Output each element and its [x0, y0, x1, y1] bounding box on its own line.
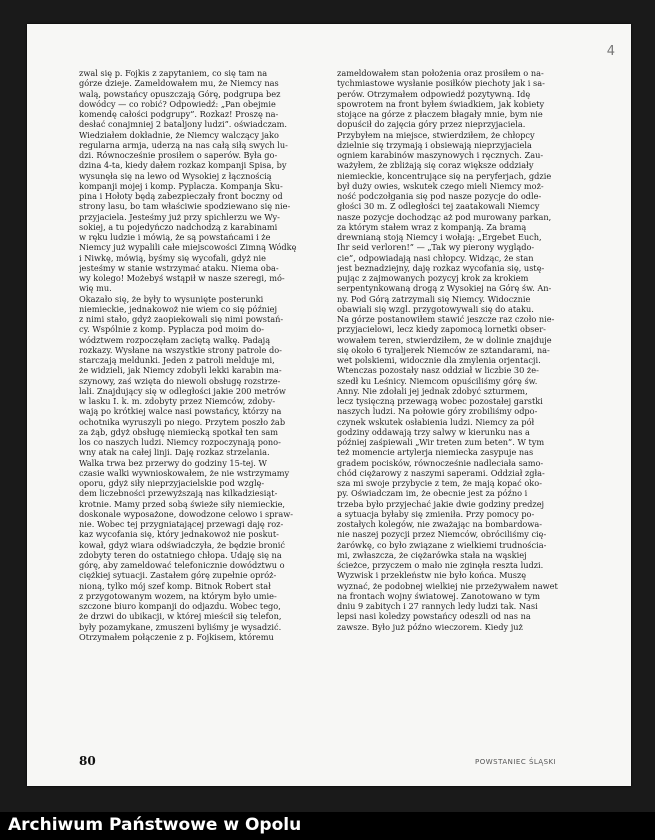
text-line: szczone biuro kompanji do odjazdu. Wobec tego,	[79, 601, 281, 611]
text-column-left	[79, 68, 331, 642]
text-line: a sytuacja byłaby się zmieniła. Przy pomocy po-	[337, 508, 535, 519]
text-line: stojące na górze z płaczem błagały mnie, bym nie	[337, 109, 543, 119]
text-line: nasze pozycje dochodząc aż pod murowany parkan,	[337, 211, 552, 222]
text-line: zdobyty teren do ostatniego chłopa. Udaję się na	[79, 549, 282, 560]
text-line: godziny oddawają trzy salwy w kierunku nas a	[337, 426, 530, 437]
text-line: nie naszej pozycji przez Niemców, obróciliśmy cię-	[337, 529, 547, 540]
text-line: rozkazy. Wysłane na wszystkie strony patrole do-	[79, 344, 282, 355]
archive-caption-bar	[0, 812, 655, 840]
text-line: za którym stałem wraz z kompanją. Za bramą	[337, 221, 527, 232]
text-line: Wyzwisk i przekleństw nie było końca. Muszę	[337, 570, 527, 581]
text-line: Przybyłem na miejsce, stwierdziłem, że chłopcy	[337, 129, 535, 140]
text-line: dopuścił do zajęcia góry przez nieprzyjaciela.	[337, 119, 526, 130]
text-line: Okazało się, że były to wysunięte posterunki	[79, 293, 264, 304]
text-line: były pozamykane, zmuszeni byliśmy je wysadzić.	[79, 621, 282, 632]
text-line: w ręku ludzie i mówią, że są powstańcami i że	[79, 232, 271, 242]
text-line: sokiej, a tu pojedyńczo nadchodzą z karabinami	[79, 221, 278, 232]
text-line: dzina 4-ta, kiedy dałem rozkaz kompanji Spisa, by	[79, 160, 287, 171]
text-line: doskonale wyposażone, dowodzone celowo i spraw-	[79, 508, 294, 519]
text-line: Na górze postanowiłem stawić jeszcze raz czoło nie-	[337, 314, 555, 324]
text-line: pując z zajmowanych pozycyj krok za krokiem	[337, 273, 529, 283]
text-line: nioną, tylko mój szef komp. Bitnok Robert stał	[79, 580, 271, 591]
text-line: obawiali się wzgl. przygotowywali się do ataku.	[337, 303, 534, 314]
text-line: oporu, gdyż siły nieprzyjacielskie pod wzglę-	[79, 478, 265, 488]
text-line: naszych ludzi. Na połowie góry zrobiliśmy odpo-	[337, 406, 538, 417]
text-line: wię mu.	[79, 283, 112, 294]
text-line: kował, gdyż wiara odświadczyła, że będzie bronić	[79, 539, 285, 550]
document-page	[27, 24, 631, 786]
text-line: też momencie artylerja niemiecka zasypuje nas	[337, 447, 534, 458]
text-line: w lasku I. k. m. zdobyty przez Niemców, zdoby-	[79, 396, 276, 406]
text-line: wy kolego! Możebyś wstąpił w nasze szeregi, mó-	[79, 273, 285, 283]
text-line: ochotnika wyruszyli po niego. Przytem poszło żab	[79, 416, 286, 427]
text-line: cy. Wspólnie z komp. Pyplacza pod moim do-	[79, 324, 264, 335]
text-line: Wiedziałem dokładnie, że Niemcy walczący jako	[79, 129, 279, 140]
text-line: walą, powstańcy opuszczają Górę, podgrupa bez	[79, 88, 281, 99]
text-line: krotnie. Mamy przed sobą świeże siły niemieckie,	[79, 498, 286, 509]
text-line: Otrzymałem połączenie z p. Fojkisem, któremu	[79, 631, 274, 642]
text-line: górze dzieje. Zameldowałem mu, że Niemcy nas	[79, 78, 279, 89]
text-line: niemieckie, koncentrujące się na peryferjach, gdzie	[337, 170, 552, 181]
text-line: przyjaciela. Jesteśmy już przy spichlerzu we Wy-	[79, 211, 280, 222]
text-line: na frontach wojny światowej. Zanotowano w tym	[337, 590, 541, 601]
text-line: był duży owies, wskutek czego mieli Niemcy moż-	[337, 180, 544, 191]
text-line: jest beznadziejny, daję rozkaz wycofania się, ustę-	[337, 262, 545, 273]
text-line: regularna armja, uderzą na nas całą siłą swych lu-	[79, 139, 288, 150]
text-line: drewnianą stoją Niemcy i wołają: „Ergebet Euch,	[337, 232, 542, 242]
text-line: tychmiastowe wysłanie posiłków piechoty jak i sa-	[337, 78, 545, 89]
text-line: zameldowałem stan położenia oraz prosiłem o na-	[337, 68, 544, 78]
text-line: szynowy, zaś wzięta do niewoli obsługę rozstrze-	[79, 375, 281, 386]
text-line: pina i Hołoty będą zabezpieczały front boczny od	[79, 191, 283, 201]
text-line: nie. Wobec tej przygniatającej przewagi daję roz-	[79, 519, 284, 529]
text-line: później zaśpiewali „Wir treten zum beten”. W tym	[337, 437, 545, 447]
text-line: Anny. Nie zdołali jej jednak zdobyć szturmem,	[337, 385, 528, 396]
text-line: lali. Znajdujący się w odległości jakie 200 metrów	[79, 385, 286, 396]
text-line: gradem pocisków, równocześnie nadleciała samo-	[337, 457, 544, 468]
text-line: chód ciężarowy z naszymi saperami. Oddział zgła-	[337, 467, 545, 478]
text-line: czynek wskutek osłabienia ludzi. Niemcy za pół	[337, 416, 535, 427]
text-line: ny. Pod Górą zatrzymali się Niemcy. Widocznie	[337, 293, 531, 304]
text-column-right	[337, 68, 589, 632]
text-line: los co naszych ludzi. Niemcy rozpoczynają pono-	[79, 437, 281, 447]
text-line: i Niwkę, mówią, byśmy się wycofali, gdyż nie	[79, 252, 267, 263]
text-line: jesteśmy w stanie wstrzymać ataku. Niema oba-	[79, 262, 279, 273]
text-line: z przygotowanym wozem, na którym było umie-	[79, 590, 277, 601]
text-line: wództwem rozpoczęłam zaciętą walkę. Padają	[79, 334, 271, 345]
text-line: się około 6 tyraljerek Niemców ze sztandarami, na-	[337, 344, 550, 355]
text-line: wowałem teren, stwierdziłem, że w dolinie znajduje	[337, 334, 552, 345]
text-line: trzeba było przyjechać jakie dwie godziny predzej	[337, 498, 545, 509]
text-line: ność podczołgania się pod nasze pozycje do odle-	[337, 191, 542, 201]
text-line: zostałych kolegów, nie zważając na bombardowa-	[337, 519, 543, 529]
text-line: lecz tysięczną przewagą wobec pozostałej garstki	[337, 396, 543, 406]
text-line: dniu 9 zabitych i 27 rannych ledy ludzi tak. Nasi	[337, 601, 538, 611]
text-line: wny atak na całej linji. Daję rozkaz strzelania.	[79, 447, 270, 458]
text-line: że drzwi do ubikacji, w której mieścił się telefon,	[79, 611, 282, 622]
text-line: górę, aby zameldować telefonicznie dowództwu o	[79, 560, 285, 570]
text-line: wysunęła się na lewo od Wysokiej z łącznością	[79, 170, 272, 181]
text-line: komendę całości podgrupy”. Rozkaz! Proszę na-	[79, 109, 279, 119]
text-line: zwal się p. Fojkis z zapytaniem, co się tam na	[79, 68, 268, 78]
text-line: niemieckie, jednakowoż nie wiem co się później	[79, 303, 278, 314]
text-line: Wtenczas pozostały nasz oddział w liczbie 30 że-	[337, 365, 539, 376]
text-line: strony lasu, bo tam właściwie spodziewano się nie-	[79, 201, 291, 212]
text-line: ścieżce, przyczem o mało nie zginęła reszta ludzi.	[337, 560, 544, 570]
text-line: głości 30 m. Z odległości tej zaatakowali Niemcy	[337, 201, 540, 212]
text-line: za żąb, gdyż obsługę niemiecką spotkał ten sam	[79, 426, 279, 437]
archive-label: Archiwum Państwowe w Opolu	[8, 815, 302, 835]
text-line: szedł ku Leśnicy. Niemcom opuściliśmy górę św.	[337, 375, 538, 386]
text-line: starczają meldunki. Jeden z patroli melduje mi,	[79, 355, 275, 365]
text-line: czasie walki wywnioskowałem, że nie wstrzymamy	[79, 467, 290, 478]
text-line: desłać conajmniej 2 bataljony ludzi”. oświadczam.	[79, 119, 288, 130]
text-line: lepsi nasi koledzy powstańcy odeszli od nas na	[337, 611, 531, 622]
text-line: wet polskiemi, widocznie dla zmylenia orjentacji.	[337, 355, 541, 365]
text-line: ogniem karabinów maszynowych i ręcznych. Zau-	[337, 150, 544, 160]
text-line: spowrotem na front byłem świadkiem, jak kobiety	[337, 98, 545, 109]
text-line: zawsze. Było już późno wieczorem. Kiedy już	[337, 621, 523, 632]
text-line: Walka trwa bez przerwy do godziny 15-tej. W	[79, 457, 267, 468]
page-number: 80	[79, 754, 96, 768]
text-line: kaz wycofania się, który jednakowoż nie poskut-	[79, 529, 279, 540]
text-line: py. Oświadczam im, że obecnie jest za późno i	[337, 488, 528, 499]
text-line: perów. Otrzymałem odpowiedź pozytywną. Idę	[337, 88, 531, 99]
text-line: Ihr seid verloren!” — „Tak wy pierony wyglądo-	[337, 242, 535, 253]
text-line: dem liczebności przewyższają nas kilkadziesiąt-	[79, 488, 278, 499]
text-line: serpentynkowaną drogą z Wysokiej na Górę św. An-	[337, 283, 552, 294]
text-line: z nimi stało, gdyż zaopiekowali się nimi powstań-	[79, 314, 284, 324]
text-line: cie”, odpowiadają nasi chłopcy. Widząc, że stan	[337, 252, 534, 263]
text-line: mi, zwłaszcza, że ciężarówka stała na wąskiej	[337, 549, 527, 560]
text-line: kompanji mojej i komp. Pyplacza. Kompanja Sku-	[79, 180, 283, 191]
text-line: żarówkę, co było związane z wielkiemi trudnościa-	[337, 539, 547, 550]
text-line: Niemcy już wypalili całe miejscowości Zimną Wódkę	[79, 242, 297, 253]
text-line: dzielnie się trzymają i obsiewają nieprzyjaciela	[337, 139, 532, 150]
text-line: wają po krótkiej walce nasi powstańcy, którzy na	[79, 406, 282, 417]
text-line: ciężkiej sytuacji. Zastałem górę zupełnie opróż-	[79, 570, 277, 581]
text-line: że widzieli, jak Niemcy zdobyli lekki karabin ma-	[79, 365, 282, 376]
text-line: przyjacielowi, lecz kiedy zapomocą lornetki obser-	[337, 324, 546, 335]
page-corner-mark: 4	[606, 44, 615, 59]
text-line: dzi. Równocześnie prosiłem o saperów. Była go-	[79, 150, 278, 160]
text-line: dowódcy — co robić? Odpowiedź: „Pan obejmie	[79, 98, 276, 109]
footer-publication: POWSTANIEC ŚLĄSKI	[475, 758, 557, 766]
text-line: wyznać, że podobnej wielkiej nie przeżywałem nawet	[337, 580, 558, 591]
text-line: sza mi swoje przybycie z tem, że mają kopać oko-	[337, 478, 542, 488]
text-line: ważyłem, że zbliżają się coraz większe oddziały	[337, 160, 534, 171]
